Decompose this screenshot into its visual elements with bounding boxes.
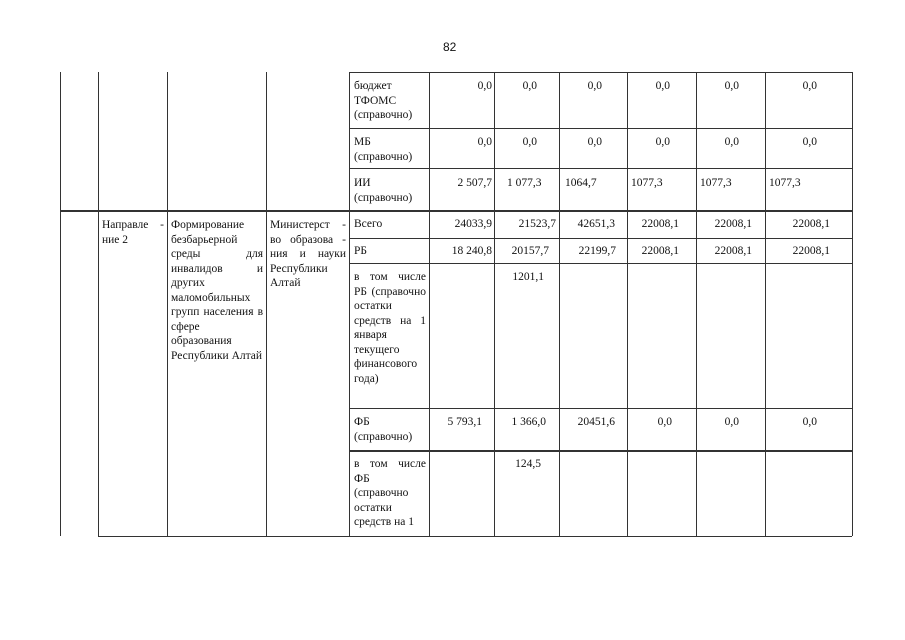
- value-cell: 0,0: [655, 136, 670, 148]
- value-cell: 0,0: [587, 136, 602, 148]
- col-divider: [266, 72, 267, 536]
- source-cell: ФБ (справочно): [354, 416, 413, 443]
- row-divider: [349, 168, 852, 169]
- value-cell: 1201,1: [512, 271, 544, 283]
- col-divider: [349, 72, 350, 536]
- value-cell: 2 507,7: [457, 177, 492, 189]
- value-cell: 20451,6: [577, 416, 615, 428]
- col-divider: [98, 72, 99, 536]
- value-cell: 0,0: [477, 136, 492, 148]
- value-cell: 0,0: [724, 136, 739, 148]
- value-cell: 0,0: [724, 416, 739, 428]
- table-border-left: [60, 72, 61, 536]
- row-divider: [349, 263, 852, 264]
- value-cell: 0,0: [522, 80, 537, 92]
- value-cell: 0,0: [522, 136, 537, 148]
- value-cell: 1 366,0: [511, 416, 546, 428]
- row-divider: [349, 128, 852, 129]
- col-divider: [167, 72, 168, 536]
- value-cell: 1064,7: [565, 177, 597, 189]
- row-divider: [349, 238, 852, 239]
- value-cell: 18 240,8: [451, 245, 492, 257]
- value-cell: 22199,7: [578, 245, 616, 257]
- source-cell: в том числе ФБ (справочно остатки средств на 1: [354, 458, 426, 528]
- value-cell: 1077,3: [631, 177, 663, 189]
- value-cell: 0,0: [657, 416, 672, 428]
- col-divider: [765, 72, 766, 536]
- source-cell: бюджет ТФОМС (справочно): [354, 80, 413, 121]
- value-cell: 22008,1: [641, 245, 679, 257]
- source-cell: Всего: [354, 218, 383, 230]
- value-cell: 0,0: [477, 80, 492, 92]
- value-cell: 42651,3: [577, 218, 615, 230]
- col-divider: [627, 72, 628, 536]
- value-cell: 22008,1: [792, 245, 830, 257]
- value-cell: 1 077,3: [507, 177, 542, 189]
- source-cell: МБ (справочно): [354, 136, 413, 163]
- source-cell: ИИ (справочно): [354, 177, 413, 204]
- row-divider: [349, 450, 852, 452]
- value-cell: 22008,1: [714, 245, 752, 257]
- col-divider: [696, 72, 697, 536]
- value-cell: 1077,3: [769, 177, 801, 189]
- value-cell: 0,0: [724, 80, 739, 92]
- direction-cell: Направле - ние 2: [102, 219, 164, 246]
- value-cell: 0,0: [802, 136, 817, 148]
- page-number: 82: [443, 40, 457, 54]
- block-divider: [60, 210, 852, 212]
- value-cell: 24033,9: [454, 218, 492, 230]
- table-bottom: [98, 536, 852, 537]
- value-cell: 5 793,1: [447, 416, 482, 428]
- row-divider: [349, 72, 852, 73]
- activity-name-cell: Формирование безбарьерной среды для инвалидов и других маломобильных групп населения в сфере образования Республики Алтай: [171, 219, 263, 362]
- value-cell: 0,0: [655, 80, 670, 92]
- col-divider: [494, 72, 495, 536]
- value-cell: 0,0: [587, 80, 602, 92]
- value-cell: 0,0: [802, 80, 817, 92]
- executor-cell: Министерст - во образова - ния и науки Республики Алтай: [270, 219, 346, 289]
- table-border-right: [852, 72, 853, 536]
- source-cell: в том числе РБ (справочно остатки средств на 1 января текущего финансового года): [354, 271, 426, 385]
- value-cell: 0,0: [802, 416, 817, 428]
- value-cell: 1077,3: [700, 177, 732, 189]
- value-cell: 22008,1: [792, 218, 830, 230]
- col-divider: [429, 72, 430, 536]
- value-cell: 22008,1: [714, 218, 752, 230]
- value-cell: 21523,7: [518, 218, 556, 230]
- row-divider: [349, 408, 852, 409]
- col-divider: [559, 72, 560, 536]
- value-cell: 22008,1: [641, 218, 679, 230]
- value-cell: 124,5: [515, 458, 541, 470]
- source-cell: РБ: [354, 245, 367, 257]
- value-cell: 20157,7: [511, 245, 549, 257]
